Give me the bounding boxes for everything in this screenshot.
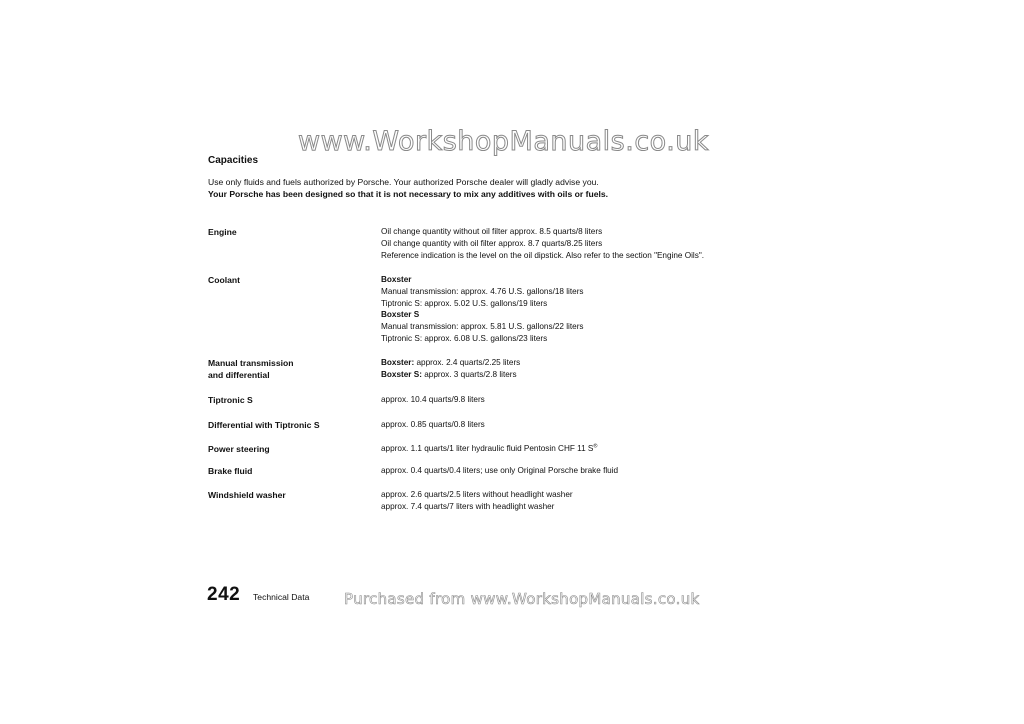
row-label [208, 357, 373, 381]
value-model: Boxster S: [381, 369, 422, 379]
label-line: and differential [208, 370, 270, 380]
page-heading: Capacities [208, 155, 259, 166]
watermark-bottom: Purchased from www.WorkshopManuals.co.uk [344, 590, 700, 608]
watermark-top: www.WorkshopManuals.co.uk [298, 126, 710, 157]
value-subheading: Boxster [381, 275, 412, 284]
intro-text [208, 177, 768, 200]
intro-line-1: Use only fluids and fuels authorized by Porsche. Your authorized Porsche dealer will gladly advise you. [208, 177, 599, 187]
value-line: Manual transmission: approx. 4.76 U.S. gallons/18 liters [381, 286, 584, 296]
value-line: Reference indication is the level on the oil dipstick. Also refer to the section "Engine Oils". [381, 250, 705, 260]
row-values [381, 274, 801, 345]
value-line: Manual transmission: approx. 5.81 U.S. gallons/22 liters [381, 322, 584, 332]
row-label: Tiptronic S [208, 395, 253, 405]
value-text: approx. 1.1 quarts/1 liter hydraulic fluid Pentosin CHF 11 S [381, 444, 594, 453]
value-line: approx. 7.4 quarts/7 liters with headlight washer [381, 501, 555, 511]
row-label: Power steering [208, 444, 270, 454]
registered-mark: ® [593, 443, 598, 450]
value-line: approx. 2.6 quarts/2.5 liters without headlight washer [381, 490, 573, 499]
value-line: Tiptronic S: approx. 6.08 U.S. gallons/23 liters [381, 333, 548, 343]
row-values [381, 394, 801, 406]
row-label: Differential with Tiptronic S [208, 420, 320, 430]
value-line [381, 357, 801, 369]
value-line: Tiptronic S: approx. 5.02 U.S. gallons/19 liters [381, 298, 548, 308]
value-line [381, 369, 801, 381]
value-line [381, 443, 801, 455]
row-label: Windshield washer [208, 490, 286, 500]
value-line: approx. 10.4 quarts/9.8 liters [381, 395, 485, 404]
row-values [381, 357, 801, 381]
value-line: approx. 0.85 quarts/0.8 liters [381, 420, 485, 429]
page-number: 242 [207, 584, 241, 605]
row-values [381, 419, 801, 431]
label-line: Manual transmission [208, 358, 294, 368]
value-model: Boxster: [381, 358, 415, 367]
value-line: approx. 0.4 quarts/0.4 liters; use only Original Porsche brake fluid [381, 466, 619, 475]
row-values [381, 443, 801, 455]
value-line: Oil change quantity with oil filter approx. 8.7 quarts/8.25 liters [381, 238, 603, 248]
row-label: Brake fluid [208, 466, 253, 476]
row-values [381, 226, 801, 261]
value-text: approx. 2.4 quarts/2.25 liters [414, 358, 521, 367]
value-subheading: Boxster S [381, 310, 420, 320]
section-title: Technical Data [253, 592, 310, 602]
intro-line-2: Your Porsche has been designed so that it is not necessary to mix any additives with oils or fuels. [208, 188, 609, 199]
row-values [381, 465, 801, 477]
value-line: Oil change quantity without oil filter approx. 8.5 quarts/8 liters [381, 227, 603, 236]
row-label: Engine [208, 227, 237, 237]
row-label: Coolant [208, 275, 240, 285]
value-text: approx. 3 quarts/2.8 liters [421, 369, 517, 379]
row-values [381, 489, 801, 513]
